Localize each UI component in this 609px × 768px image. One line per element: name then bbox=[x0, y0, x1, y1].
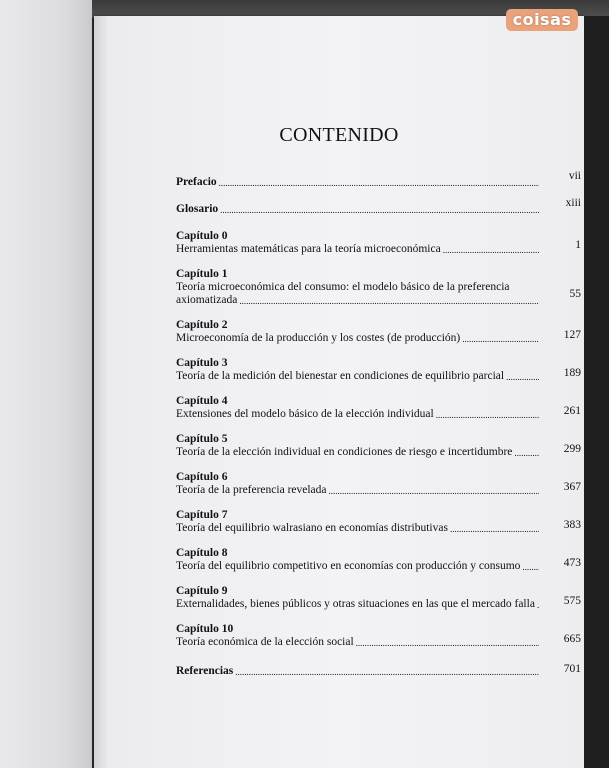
table-of-contents bbox=[176, 170, 581, 678]
dot-leader bbox=[450, 524, 539, 535]
toc-entry-capitulo-2 bbox=[176, 319, 581, 345]
toc-heading: Capítulo 9 bbox=[176, 585, 228, 597]
toc-text: Teoría de la elección individual en condiciones de riesgo e incertidumbre bbox=[176, 446, 513, 458]
dot-leader bbox=[506, 372, 539, 383]
dot-leader bbox=[522, 562, 539, 573]
page-number: 55 bbox=[569, 288, 581, 300]
page-number: 189 bbox=[563, 367, 581, 379]
page-number: vii bbox=[568, 170, 581, 182]
dot-leader bbox=[514, 448, 539, 459]
page-number: 1 bbox=[575, 239, 581, 251]
page-number: 127 bbox=[563, 329, 581, 341]
toc-text: Microeconomía de la producción y los costes (de producción) bbox=[176, 332, 461, 344]
toc-heading: Capítulo 0 bbox=[176, 230, 228, 242]
page-number: 575 bbox=[563, 595, 581, 607]
dot-leader bbox=[235, 667, 539, 678]
toc-entry-capitulo-3 bbox=[176, 357, 581, 383]
toc-heading: Capítulo 2 bbox=[176, 319, 228, 331]
toc-entry-capitulo-9 bbox=[176, 585, 581, 611]
toc-entry-referencias bbox=[176, 663, 581, 678]
page-title: CONTENIDO bbox=[279, 124, 399, 146]
toc-entry-prefacio bbox=[176, 170, 581, 189]
dot-leader bbox=[356, 638, 539, 649]
toc-heading: Capítulo 3 bbox=[176, 357, 228, 369]
page-number: 701 bbox=[563, 663, 581, 675]
page-number: 473 bbox=[563, 557, 581, 569]
toc-entry-capitulo-1 bbox=[176, 268, 581, 307]
toc-heading: Capítulo 7 bbox=[176, 509, 228, 521]
toc-text: Extensiones del modelo básico de la elección individual bbox=[176, 408, 434, 420]
toc-text: Herramientas matemáticas para la teoría microeconómica bbox=[176, 243, 441, 255]
toc-text: Externalidades, bienes públicos y otras situaciones en las que el mercado falla bbox=[176, 598, 535, 610]
toc-text: Teoría del equilibrio walrasiano en economías distributivas bbox=[176, 522, 448, 534]
toc-entry-capitulo-7 bbox=[176, 509, 581, 535]
page-number: 367 bbox=[563, 481, 581, 493]
toc-heading: Prefacio bbox=[176, 176, 217, 188]
dot-leader bbox=[220, 205, 539, 216]
background-edge bbox=[584, 16, 609, 768]
toc-heading: Capítulo 1 bbox=[176, 268, 228, 280]
watermark-logo: coisas bbox=[506, 9, 578, 31]
toc-text: Teoría de la preferencia revelada bbox=[176, 484, 327, 496]
page-number: 299 bbox=[563, 443, 581, 455]
toc-heading: Capítulo 6 bbox=[176, 471, 228, 483]
page-number: xiii bbox=[565, 197, 581, 209]
dot-leader bbox=[462, 334, 539, 345]
page-number: 261 bbox=[563, 405, 581, 417]
toc-heading: Capítulo 8 bbox=[176, 547, 228, 559]
toc-text: Teoría del equilibrio competitivo en economías con producción y consumo bbox=[176, 560, 521, 572]
page-number: 665 bbox=[563, 633, 581, 645]
toc-entry-glosario bbox=[176, 197, 581, 216]
toc-entry-capitulo-10 bbox=[176, 623, 581, 649]
toc-heading: Referencias bbox=[176, 665, 234, 677]
toc-text: Teoría microeconómica del consumo: el modelo básico de la preferencia bbox=[176, 281, 510, 293]
facing-page bbox=[0, 0, 92, 768]
toc-entry-capitulo-0 bbox=[176, 230, 581, 256]
dot-leader bbox=[436, 410, 539, 421]
dot-leader bbox=[537, 600, 539, 611]
dot-leader bbox=[329, 486, 539, 497]
toc-heading: Glosario bbox=[176, 203, 219, 215]
toc-heading: Capítulo 4 bbox=[176, 395, 228, 407]
toc-entry-capitulo-5 bbox=[176, 433, 581, 459]
book-page bbox=[94, 16, 584, 768]
dot-leader bbox=[219, 178, 539, 189]
dot-leader bbox=[443, 245, 539, 256]
page-number: 383 bbox=[563, 519, 581, 531]
toc-heading: Capítulo 5 bbox=[176, 433, 228, 445]
toc-text: Teoría de la medición del bienestar en condiciones de equilibrio parcial bbox=[176, 370, 505, 382]
toc-entry-capitulo-8 bbox=[176, 547, 581, 573]
toc-entry-capitulo-6 bbox=[176, 471, 581, 497]
toc-heading: Capítulo 10 bbox=[176, 623, 234, 635]
dot-leader bbox=[239, 296, 539, 307]
toc-text: Teoría económica de la elección social bbox=[176, 636, 354, 648]
toc-text-continued: axiomatizada bbox=[176, 294, 238, 306]
toc-entry-capitulo-4 bbox=[176, 395, 581, 421]
